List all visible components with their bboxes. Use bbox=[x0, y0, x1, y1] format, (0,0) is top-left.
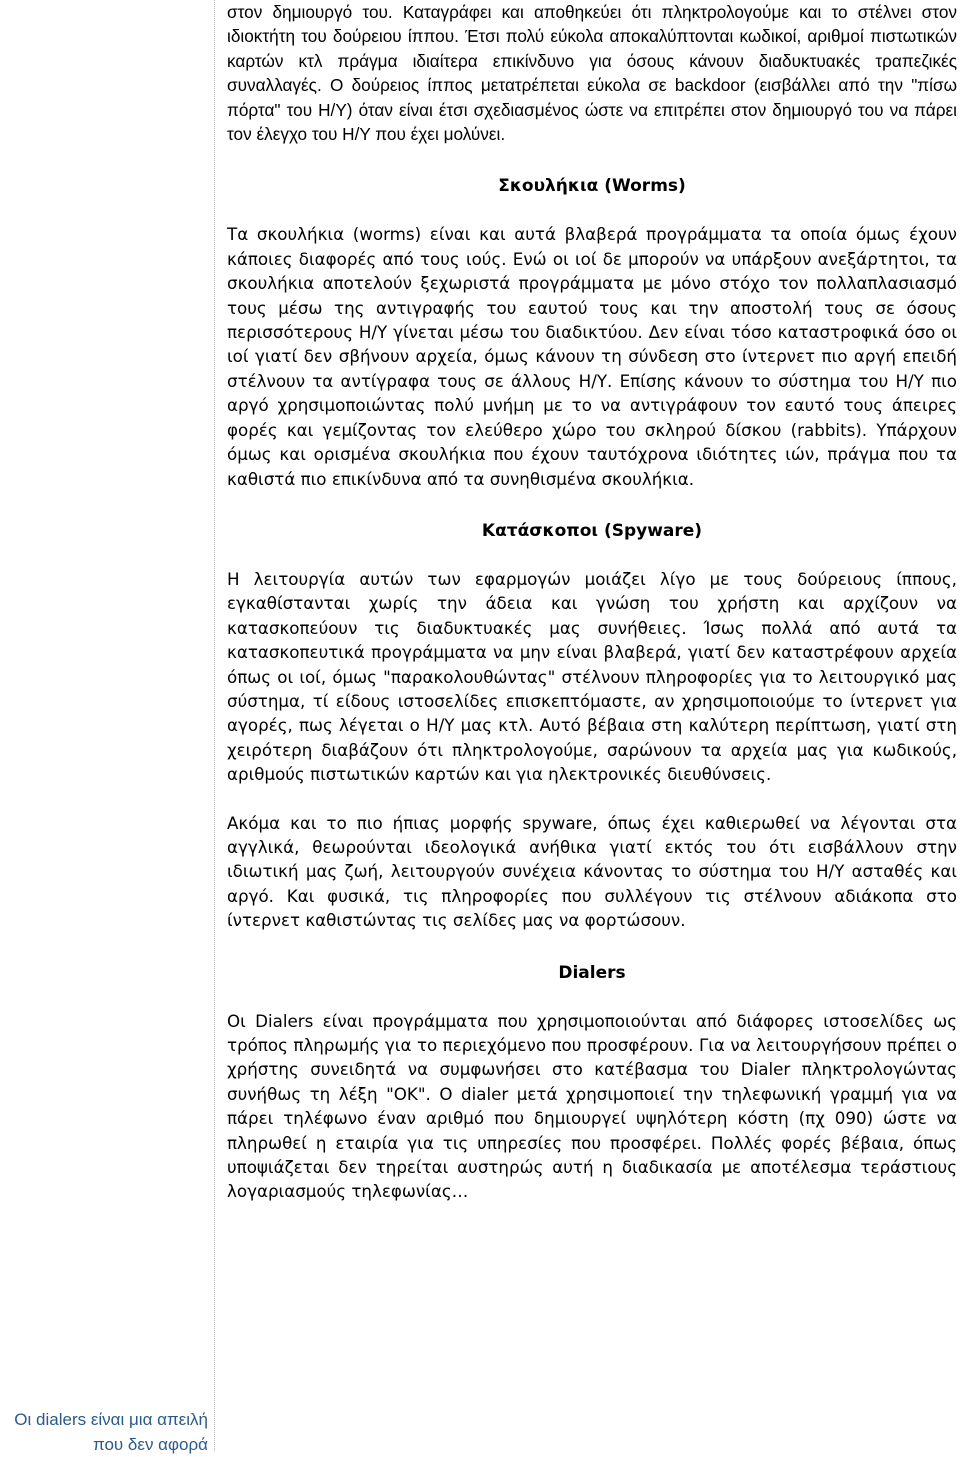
dialers-paragraph: Οι Dialers είναι προγράμματα που χρησιμοποιούνται από διάφορες ιστοσελίδες ως τρόπος πληρωμής για το περιεχόμενο που προσφέρουν. Για να λειτουργήσουν πρέπει ο χρήστης συνειδητά να συμφωνήσει στο κατέβασμα του Dialer πληκτρολογώντας συνήθως τη λέξη "ΟΚ". Ο dialer μετά χρησιμοποιεί την τηλεφωνική γραμμή για να πάρει τηλέφωνο έναν αριθμό που δημιουργεί υψηλότερη κόστη (πχ 090) ώστε να πληρωθεί η εταιρία για τις υπηρεσίες που προσφέρει. Πολλές φορές βέβαια, όπως υποψιάζεται δεν τηρείται αυστηρώς αυτή η διαδικασία με αποτέλεσμα τεράστιους λογαριασμούς τηλεφωνίας… bbox=[227, 1010, 957, 1202]
trojan-continuation-paragraph: στον δημιουργό του. Καταγράφει και αποθηκεύει ότι πληκτρολογούμε και το στέλνει στον ιδιοκτήτη του δούρειου ίππου. Έτσι πολύ εύκολα αποκαλύπτονται κωδικοί, αριθμοί πιστωτικών καρτών κτλ πράγμα ιδιαίτερα επικίνδυνο για όσους κάνουν διαδυκτυακές τραπεζικές συναλλαγές. Ο δούρειος ίππος μετατρέπεται εύκολα σε backdoor (εισβάλλει από την "πίσω πόρτα" του Η/Υ) όταν είναι έτσι σχεδιασμένος ώστε να επιτρέπει στον δημιουργό του να πάρει τον έλεγχο του Η/Υ που έχει μολύνει. bbox=[227, 2, 957, 145]
sidebar-note: Οι dialers είναι μια απειλή που δεν αφορά bbox=[14, 1410, 208, 1454]
spyware-heading: Κατάσκοποι (Spyware) bbox=[481, 520, 703, 541]
left-margin-column bbox=[0, 0, 215, 1454]
worms-paragraph: Τα σκουλήκια (worms) είναι και αυτά βλαβερά προγράμματα τα οποία όμως έχουν κάποιες διαφορές από τους ιούς. Ενώ οι ιοί δε μπορούν να υπάρξουν ανεξάρτητοι, τα σκουλήκια αποτελούν ξεχωριστά προγράμματα με μόνο στόχο τον πολλαπλασιασμό τους μέσω της αντιγραφής του εαυτού τους και την αποστολή τους σε όσους περισσότερους Η/Υ γίνεται μέσω του διαδικτύου. Δεν είναι τόσο καταστροφικά όσο οι ιοί γιατί δεν σβήνουν αρχεία, όμως κάνουν τη σύνδεση στο ίντερνετ πιο αργή επειδή στέλνουν τα αντίγραφα τους σε άλλους Η/Υ. Επίσης κάνουν το σύστημα του Η/Υ πιο αργό χρησιμοποιώντας πολύ μνήμη με το να αντιγράφουν τον εαυτό τους άπειρες φορές και γεμίζοντας τον ελεύθερο χώρο του σκληρού δίσκου (rabbits). Υπάρχουν όμως και ορισμένα σκουλήκια που έχουν ταυτόχρονα ιδιότητες ιών, πράγμα που τα καθιστά πιο επικίνδυνα από τα συνηθισμένα σκουλήκια. bbox=[227, 224, 957, 489]
worms-heading: Σκουλήκια (Worms) bbox=[498, 176, 686, 197]
dialers-heading: Dialers bbox=[558, 962, 626, 983]
document-body bbox=[227, 0, 957, 1204]
spyware-paragraph-2: Ακόμα και το πιο ήπιας μορφής spyware, όπως έχει καθιερωθεί να λέγονται στα αγγλικά, θεωρούνται ιδεολογικά ανήθικα γιατί εκτός του ότι εισβάλλουν στην ιδιωτική μας ζωή, λειτουργούν συνέχεια κάνοντας το σύστημα του Η/Υ ασταθές και αργό. Και φυσικά, τις πληροφορίες που συλλέγουν τις στέλνουν αδιάκοπα στο ίντερνετ καθιστώντας τις σελίδες μας να φορτώσουν. bbox=[227, 812, 957, 931]
spyware-paragraph-1: Η λειτουργία αυτών των εφαρμογών μοιάζει λίγο με τους δούρειους ίππους, εγκαθίστανται χωρίς την άδεια και γνώση του χρήστη και αρχίζουν να κατασκοπεύουν τις διαδυκτυακές μας συνήθειες. Ίσως πολλά από αυτά τα κατασκοπευτικά προγράμματα να μην είναι βλαβερά, γιατί δεν καταστρέφουν αρχεία όπως οι ιοί, όμως "παρακολουθώντας" στέλνουν πληροφορίες για το λειτουργικό μας σύστημα, τί είδους ιστοσελίδες επισκεπτόμαστε, αν χρησιμοποιούμε το ίντερνετ για αγορές, πως λέγεται ο Η/Υ μας κτλ. Αυτό βέβαια στη καλύτερη περίπτωση, γιατί στη χειρότερη διαβάζουν ότι πληκτρολογούμε, σαρώνουν τα αρχεία μας για κωδικούς, αριθμούς πιστωτικών καρτών και για ηλεκτρονικές διευθύνσεις. bbox=[227, 568, 957, 785]
